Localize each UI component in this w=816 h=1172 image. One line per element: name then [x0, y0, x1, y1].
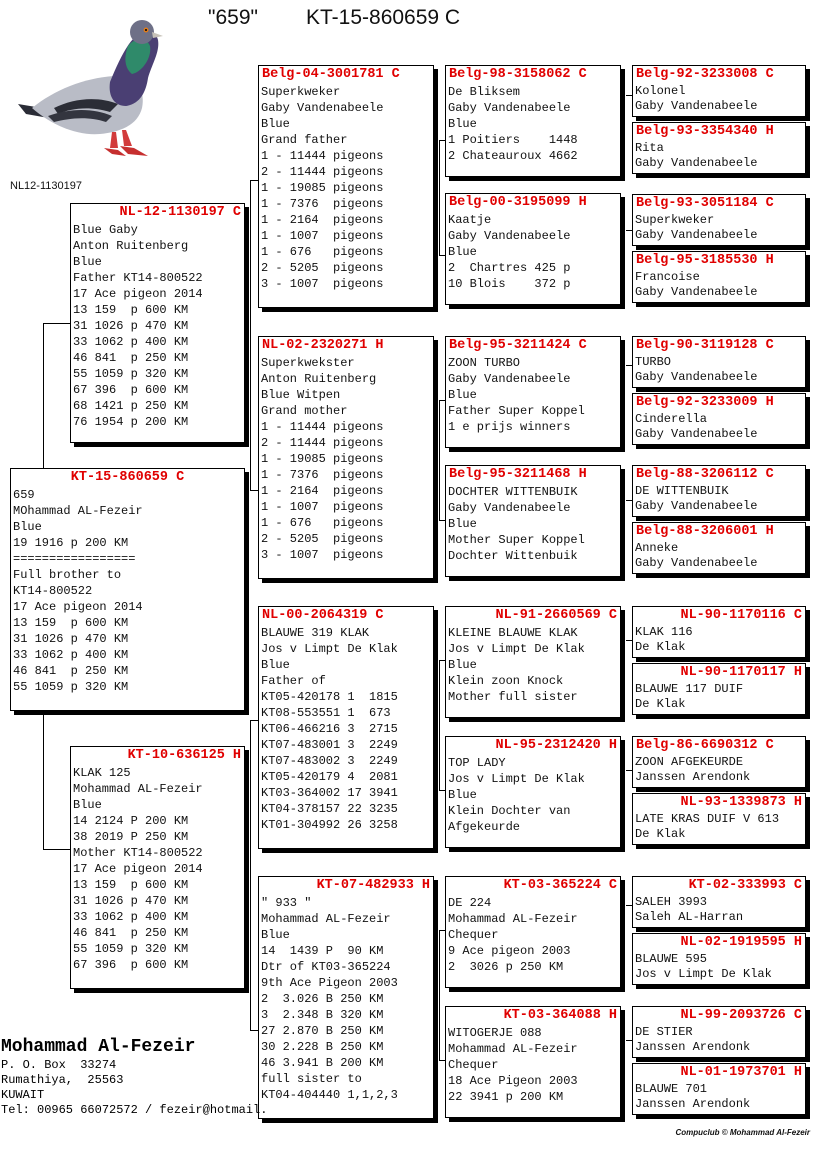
pigeon-info-line: 1 - 11444 pigeons — [261, 149, 384, 163]
pigeon-card-gen4[interactable] — [632, 393, 806, 445]
pigeon-info-line: Blue — [261, 117, 290, 131]
pigeon-card-gen4[interactable] — [632, 251, 806, 303]
pigeon-info-line: 1 - 7376 pigeons — [261, 468, 384, 482]
owner-line: P. O. Box 33274 — [1, 1058, 117, 1072]
pigeon-info-line: WITOGERJE 088 — [448, 1026, 542, 1040]
pigeon-info-line: 14 1439 P 90 KM — [261, 944, 384, 958]
pigeon-info-line: Gaby Vandenabeele — [635, 99, 758, 113]
pigeon-info-line: 9th Ace Pigeon 2003 — [261, 976, 398, 990]
pigeon-info-line: KLEINE BLAUWE KLAK — [448, 626, 578, 640]
pigeon-info-line: Anton Ruitenberg — [73, 239, 189, 253]
pigeon-info-line: Janssen Arendonk — [635, 1040, 751, 1054]
ring-number: Belg-04-3001781 C — [262, 67, 400, 82]
pigeon-info-line: 13 159 p 600 KM — [73, 303, 189, 317]
pigeon-info-line: SALEH 3993 — [635, 895, 708, 909]
ring-number: NL-90-1170117 H — [680, 665, 802, 680]
pigeon-info-line: Gaby Vandenabeele — [635, 556, 758, 570]
owner-line: Tel: 00965 66072572 / fezeir@hotmail. — [1, 1103, 268, 1117]
ring-number: Belg-98-3158062 C — [449, 67, 587, 82]
pigeon-card-gen4[interactable] — [632, 1063, 806, 1115]
pigeon-info-line: KT06-466216 3 2715 — [261, 722, 398, 736]
pigeon-info-line: 9 Ace pigeon 2003 — [448, 944, 571, 958]
pigeon-info-line: Superkweker — [635, 213, 715, 227]
pigeon-info-line: Full brother to — [13, 568, 122, 582]
pigeon-info-line: Mother Super Koppel — [448, 533, 585, 547]
ring-number: Belg-95-3211468 H — [449, 467, 587, 482]
ring-number: NL-99-2093726 C — [680, 1008, 802, 1023]
pigeon-info-line: KT07-483002 3 2249 — [261, 754, 398, 768]
pigeon-info-line: De Klak — [635, 640, 686, 654]
pigeon-info-line: 18 Ace Pigeon 2003 — [448, 1074, 578, 1088]
pigeon-card-sss[interactable] — [445, 65, 621, 177]
pigeon-info-line: 31 1026 p 470 KM — [73, 319, 189, 333]
pigeon-info-line: 46 3.941 B 200 KM — [261, 1056, 384, 1070]
pigeon-card-gen4[interactable] — [632, 122, 806, 174]
pigeon-info-line: 67 396 p 600 KM — [73, 958, 189, 972]
ring-number: Belg-92-3233008 C — [636, 67, 774, 82]
pigeon-info-line: 2 - 11444 pigeons — [261, 165, 384, 179]
pigeon-info-line: KT08-553551 1 673 — [261, 706, 391, 720]
pigeon-card-ddd[interactable] — [445, 1006, 621, 1118]
pigeon-info-line: LATE KRAS DUIF V 613 — [635, 812, 780, 826]
pigeon-info-line: 17 Ace pigeon 2014 — [13, 600, 143, 614]
pigeon-info-line: Mohammad AL-Fezeir — [448, 912, 578, 926]
pigeon-info-line: 33 1062 p 400 KM — [73, 335, 189, 349]
pigeon-info-line: Dtr of KT03-365224 — [261, 960, 391, 974]
ring-number: NL-90-1170116 C — [680, 608, 802, 623]
pigeon-info-line: KT04-378157 22 3235 — [261, 802, 398, 816]
pigeon-info-line: 2 Chartres 425 p — [448, 261, 571, 275]
pigeon-info-line: 1 - 1007 pigeons — [261, 229, 384, 243]
pigeon-info-line: Mohammad AL-Fezeir — [261, 912, 391, 926]
pigeon-info-line: Gaby Vandenabeele — [448, 101, 571, 115]
ring-number: KT-15-860659 C — [70, 470, 185, 485]
pigeon-info-line: Saleh AL-Harran — [635, 910, 744, 924]
pigeon-info-line: 13 159 p 600 KM — [73, 878, 189, 892]
pigeon-info-line: Father KT14-800522 — [73, 271, 203, 285]
pigeon-info-line: Gaby Vandenabeele — [635, 156, 758, 170]
pigeon-info-line: Jos v Limpt De Klak — [635, 967, 772, 981]
pigeon-info-line: Mother KT14-800522 — [73, 846, 203, 860]
pigeon-info-line: 14 2124 P 200 KM — [73, 814, 189, 828]
pigeon-info-line: Gaby Vandenabeele — [261, 101, 384, 115]
pigeon-info-line: KT01-304992 26 3258 — [261, 818, 398, 832]
pigeon-info-line: Jos v Limpt De Klak — [448, 642, 585, 656]
pigeon-card-sire-sire[interactable] — [258, 65, 434, 308]
pigeon-card-dam-dam[interactable] — [258, 876, 434, 1119]
pigeon-info-line: Blue — [73, 255, 102, 269]
pigeon-info-line: 2 3.026 B 250 KM — [261, 992, 384, 1006]
ring-number: Belg-86-6690312 C — [636, 738, 774, 753]
ring-number: KT-03-365224 C — [503, 878, 617, 893]
pigeon-info-line: 1 - 1007 pigeons — [261, 500, 384, 514]
pigeon-info-line: Gaby Vandenabeele — [635, 427, 758, 441]
pigeon-info-line: TOP LADY — [448, 756, 506, 770]
pigeon-info-line: Mohammad AL-Fezeir — [73, 782, 203, 796]
pigeon-info-line: 30 2.228 B 250 KM — [261, 1040, 384, 1054]
pigeon-info-line: 3 - 1007 pigeons — [261, 548, 384, 562]
pigeon-info-line: Jos v Limpt De Klak — [448, 772, 585, 786]
pigeon-info-line: 2 - 5205 pigeons — [261, 261, 384, 275]
pigeon-info-line: DE 224 — [448, 896, 492, 910]
pigeon-info-line: 46 841 p 250 KM — [13, 664, 129, 678]
ring-number: KT-10-636125 H — [127, 748, 241, 763]
pigeon-info-line: Kolonel — [635, 84, 686, 98]
pigeon-info-line: Gaby Vandenabeele — [448, 229, 571, 243]
pigeon-info-line: Francoise — [635, 270, 700, 284]
pigeon-info-line: Chequer — [448, 928, 499, 942]
pigeon-card-gen4[interactable] — [632, 663, 806, 715]
pigeon-photo — [14, 12, 164, 168]
pigeon-info-line: Superkwekster — [261, 356, 355, 370]
pigeon-card-gen4[interactable] — [632, 522, 806, 574]
pigeon-info-line: 38 2019 P 250 KM — [73, 830, 189, 844]
pigeon-card-gen4[interactable] — [632, 876, 806, 928]
pigeon-info-line: 76 1954 p 200 KM — [73, 415, 189, 429]
pigeon-card-sire-dam[interactable] — [258, 336, 434, 579]
connector-line — [43, 323, 44, 469]
pigeon-info-line: 659 — [13, 488, 35, 502]
pigeon-info-line: 10 Blois 372 p — [448, 277, 571, 291]
pigeon-info-line: 3 - 1007 pigeons — [261, 277, 384, 291]
pigeon-info-line: 17 Ace pigeon 2014 — [73, 287, 203, 301]
pigeon-info-line: 1 - 676 pigeons — [261, 245, 384, 259]
pigeon-info-line: 1 - 19085 pigeons — [261, 452, 384, 466]
pigeon-info-line: 2 - 11444 pigeons — [261, 436, 384, 450]
pigeon-info-line: Mother full sister — [448, 690, 578, 704]
ring-number: KT-03-364088 H — [503, 1008, 617, 1023]
header-ring: KT-15-860659 C — [306, 6, 461, 29]
pigeon-info-line: KT07-483001 3 2249 — [261, 738, 398, 752]
pigeon-info-line: De Klak — [635, 827, 686, 841]
owner-line: Rumathiya, 25563 — [1, 1073, 124, 1087]
pigeon-info-line: BLAUWE 595 — [635, 952, 708, 966]
pigeon-info-line: Gaby Vandenabeele — [635, 370, 758, 384]
pigeon-info-line: Blue — [448, 788, 477, 802]
pigeon-info-line: Superkweker — [261, 85, 341, 99]
pigeon-info-line: 22 3941 p 200 KM — [448, 1090, 564, 1104]
pigeon-info-line: DE STIER — [635, 1025, 693, 1039]
pigeon-card-gen4[interactable] — [632, 465, 806, 517]
pigeon-info-line: 1 - 2164 pigeons — [261, 484, 384, 498]
pigeon-info-line: KT03-364002 17 3941 — [261, 786, 398, 800]
pigeon-card-gen4[interactable] — [632, 336, 806, 388]
pigeon-info-line: TURBO — [635, 355, 672, 369]
pigeon-info-line: De Bliksem — [448, 85, 521, 99]
pigeon-info-line: KT04-404440 1,1,2,3 — [261, 1088, 398, 1102]
pigeon-info-line: 33 1062 p 400 KM — [73, 910, 189, 924]
pigeon-info-line: 1 Poitiers 1448 — [448, 133, 578, 147]
ring-number: NL-91-2660569 C — [495, 608, 617, 623]
pigeon-info-line: 19 1916 p 200 KM — [13, 536, 129, 550]
pigeon-info-line: Blue — [448, 658, 477, 672]
connector-line — [439, 140, 440, 255]
connector-line — [43, 849, 70, 850]
pigeon-info-line: Dochter Wittenbuik — [448, 549, 578, 563]
pigeon-info-line: Father Super Koppel — [448, 404, 585, 418]
pigeon-card-ssd[interactable] — [445, 193, 621, 305]
pigeon-info-line: Blue Witpen — [261, 388, 341, 402]
pigeon-card-subject[interactable] — [10, 468, 245, 711]
pigeon-info-line: Cinderella — [635, 412, 708, 426]
ring-number: NL-12-1130197 C — [119, 205, 241, 220]
connector-line — [250, 180, 251, 490]
pigeon-card-gen4[interactable] — [632, 933, 806, 985]
pigeon-info-line: 55 1059 p 320 KM — [13, 680, 129, 694]
pigeon-info-line: 2 - 5205 pigeons — [261, 532, 384, 546]
pigeon-info-line: " 933 " — [261, 896, 312, 910]
pigeon-info-line: Afgekeurde — [448, 820, 521, 834]
pigeon-info-line: BLAUWE 701 — [635, 1082, 708, 1096]
pigeon-info-line: Jos v Limpt De Klak — [261, 642, 398, 656]
pigeon-info-line: KT05-420178 1 1815 — [261, 690, 398, 704]
pigeon-info-line: Gaby Vandenabeele — [448, 372, 571, 386]
pigeon-info-line: 46 841 p 250 KM — [73, 926, 189, 940]
pigeon-info-line: KLAK 125 — [73, 766, 131, 780]
ring-number: Belg-95-3211424 C — [449, 338, 587, 353]
pigeon-card-sire[interactable] — [70, 203, 245, 443]
owner-name: Mohammad Al-Fezeir — [1, 1037, 196, 1057]
pigeon-info-line: 55 1059 p 320 KM — [73, 367, 189, 381]
pigeon-info-line: Anton Ruitenberg — [261, 372, 377, 386]
pigeon-info-line: 1 - 11444 pigeons — [261, 420, 384, 434]
pigeon-info-line: Blue — [13, 520, 42, 534]
pigeon-info-line: Mohammad AL-Fezeir — [448, 1042, 578, 1056]
pigeon-info-line: Blue — [261, 658, 290, 672]
pigeon-info-line: Blue — [448, 517, 477, 531]
pigeon-info-line: 68 1421 p 250 KM — [73, 399, 189, 413]
pigeon-info-line: full sister to — [261, 1072, 362, 1086]
ring-number: KT-02-333993 C — [688, 878, 802, 893]
pigeon-name: "659" — [208, 6, 258, 29]
pigeon-info-line: 46 841 p 250 KM — [73, 351, 189, 365]
pigeon-card-dsd[interactable] — [445, 736, 621, 848]
ring-number: Belg-88-3206001 H — [636, 524, 774, 539]
ring-number: NL-93-1339873 H — [680, 795, 802, 810]
pigeon-info-line: Blue — [448, 117, 477, 131]
pigeon-info-line: 2 3026 p 250 KM — [448, 960, 564, 974]
pigeon-info-line: De Klak — [635, 697, 686, 711]
owner-contact — [1, 1036, 267, 1118]
ring-number: KT-07-482933 H — [316, 878, 430, 893]
ring-number: Belg-92-3233009 H — [636, 395, 774, 410]
pigeon-info-line: 33 1062 p 400 KM — [13, 648, 129, 662]
pigeon-info-line: 1 - 676 pigeons — [261, 516, 384, 530]
connector-line — [43, 323, 70, 324]
connector-line — [43, 710, 44, 849]
connector-line — [250, 720, 251, 1030]
pigeon-info-line: Rita — [635, 141, 664, 155]
pigeon-info-line: 17 Ace pigeon 2014 — [73, 862, 203, 876]
pigeon-info-line: Blue — [448, 388, 477, 402]
pigeon-info-line: BLAUWE 117 DUIF — [635, 682, 744, 696]
pigeon-info-line: 3 2.348 B 320 KM — [261, 1008, 384, 1022]
pigeon-info-line: 1 - 2164 pigeons — [261, 213, 384, 227]
ring-number: NL-02-2320271 H — [262, 338, 384, 353]
pigeon-info-line: 2 Chateauroux 4662 — [448, 149, 578, 163]
pigeon-info-line: 55 1059 p 320 KM — [73, 942, 189, 956]
pigeon-card-dds[interactable] — [445, 876, 621, 988]
pigeon-card-dss[interactable] — [445, 606, 621, 718]
pigeon-info-line: Chequer — [448, 1058, 499, 1072]
connector-line — [439, 400, 440, 520]
pigeon-info-line: 31 1026 p 470 KM — [73, 894, 189, 908]
pigeon-info-line: Grand mother — [261, 404, 348, 418]
pigeon-info-line: Gaby Vandenabeele — [635, 285, 758, 299]
pigeon-info-line: DOCHTER WITTENBUIK — [448, 485, 578, 499]
pigeon-info-line: Blue — [73, 798, 102, 812]
pigeon-info-line: KT05-420179 4 2081 — [261, 770, 398, 784]
ring-number: NL-00-2064319 C — [262, 608, 384, 623]
pigeon-info-line: DE WITTENBUIK — [635, 484, 729, 498]
pigeon-info-line: Klein zoon Knock — [448, 674, 564, 688]
pigeon-info-line: Blue — [448, 245, 477, 259]
ring-number: Belg-93-3354340 H — [636, 124, 774, 139]
pigeon-info-line: ZOON AFGEKEURDE — [635, 755, 744, 769]
pigeon-card-gen4[interactable] — [632, 736, 806, 788]
pigeon-info-line: Kaatje — [448, 213, 492, 227]
ring-number: NL-01-1973701 H — [680, 1065, 802, 1080]
pigeon-info-line: Gaby Vandenabeele — [635, 499, 758, 513]
pigeon-card-gen4[interactable] — [632, 606, 806, 658]
pigeon-info-line: 1 e prijs winners — [448, 420, 571, 434]
pigeon-info-line: ZOON TURBO — [448, 356, 521, 370]
ring-number: Belg-00-3195099 H — [449, 195, 587, 210]
pigeon-card-gen4[interactable] — [632, 1006, 806, 1058]
pigeon-info-line: 1 - 19085 pigeons — [261, 181, 384, 195]
owner-line: KUWAIT — [1, 1088, 45, 1102]
ring-number: Belg-93-3051184 C — [636, 196, 774, 211]
pigeon-card-sdd[interactable] — [445, 465, 621, 577]
pigeon-info-line: 13 159 p 600 KM — [13, 616, 129, 630]
pigeon-info-line: 67 396 p 600 KM — [73, 383, 189, 397]
pigeon-info-line: Father of — [261, 674, 326, 688]
pigeon-card-gen4[interactable] — [632, 65, 806, 117]
pigeon-info-line: ================= — [13, 552, 136, 566]
pigeon-info-line: Blue Gaby — [73, 223, 138, 237]
pigeon-card-gen4[interactable] — [632, 793, 806, 845]
pigeon-info-line: Anneke — [635, 541, 679, 555]
pigeon-info-line: BLAUWE 319 KLAK — [261, 626, 370, 640]
ring-number: Belg-88-3206112 C — [636, 467, 774, 482]
pigeon-info-line: 31 1026 p 470 KM — [13, 632, 129, 646]
pigeon-info-line: 27 2.870 B 250 KM — [261, 1024, 384, 1038]
software-credit: Compuclub © Mohammad Al-Fezeir — [675, 1128, 810, 1137]
pigeon-info-line: MOhammad AL-Fezeir — [13, 504, 143, 518]
pigeon-info-line: 1 - 7376 pigeons — [261, 197, 384, 211]
pigeon-info-line: Blue — [261, 928, 290, 942]
pigeon-info-line: Gaby Vandenabeele — [635, 228, 758, 242]
pigeon-info-line: KLAK 116 — [635, 625, 693, 639]
pigeon-info-line: KT14-800522 — [13, 584, 93, 598]
pigeon-card-dam-sire[interactable] — [258, 606, 434, 849]
pigeon-info-line: Grand father — [261, 133, 348, 147]
connector-line — [439, 930, 440, 1060]
pigeon-card-gen4[interactable] — [632, 194, 806, 246]
ring-number: NL-95-2312420 H — [495, 738, 617, 753]
ring-number: Belg-95-3185530 H — [636, 253, 774, 268]
pigeon-info-line: Gaby Vandenabeele — [448, 501, 571, 515]
pigeon-card-sds[interactable] — [445, 336, 621, 448]
pigeon-info-line: Janssen Arendonk — [635, 770, 751, 784]
connector-line — [439, 660, 440, 790]
pigeon-info-line: Klein Dochter van — [448, 804, 571, 818]
pigeon-card-dam[interactable] — [70, 746, 245, 989]
photo-ring-number: NL12-1130197 — [10, 180, 82, 192]
pigeon-info-line: Janssen Arendonk — [635, 1097, 751, 1111]
ring-number: Belg-90-3119128 C — [636, 338, 774, 353]
ring-number: NL-02-1919595 H — [680, 935, 802, 950]
